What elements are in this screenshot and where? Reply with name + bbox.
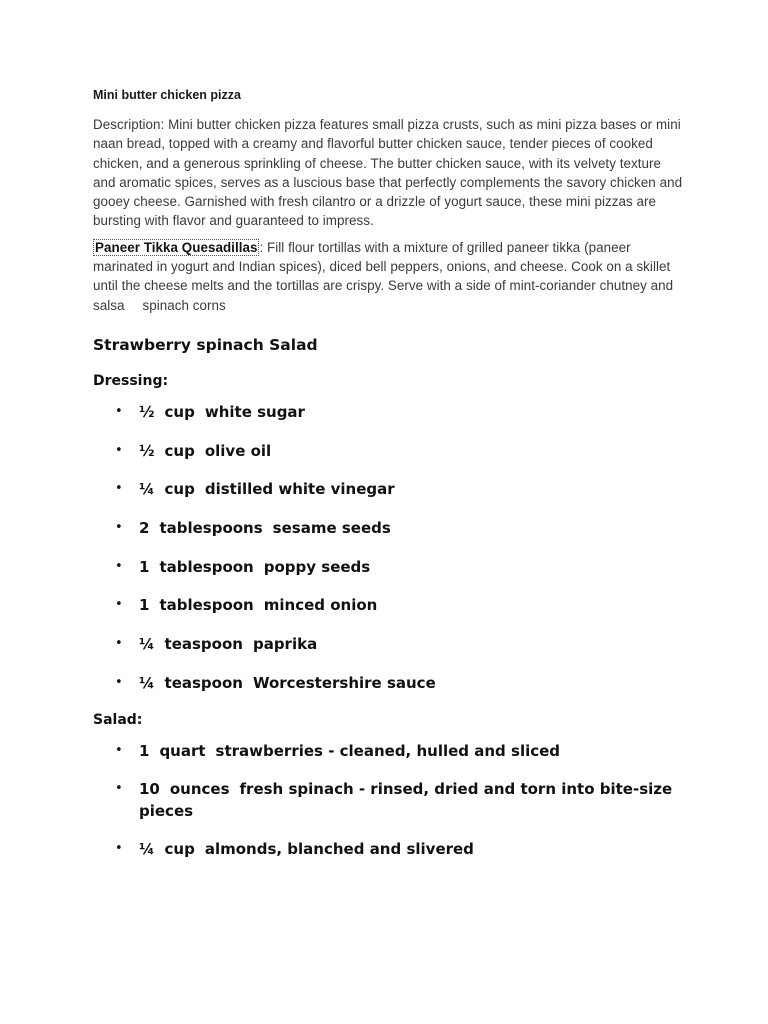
salad-title: Strawberry spinach Salad [93,335,318,354]
list-item: • 2 tablespoons sesame seeds [115,519,391,538]
list-item: • ¼ cup almonds, blanched and slivered [115,840,474,859]
dressing-list [93,401,683,694]
list-item: • ¼ teaspoon paprika [115,635,318,654]
bullet-icon: • [115,597,123,613]
bullet-icon: • [115,520,123,536]
quesadillas-paragraph [93,238,683,315]
bullet-icon: • [115,781,123,797]
document-page [93,86,683,876]
pizza-title: Mini butter chicken pizza [93,88,241,102]
bullet-icon: • [115,481,123,497]
bullet-icon: • [115,403,123,419]
list-item: • 10 ounces fresh spinach - rinsed, dried and torn into bite-size pieces [115,780,673,821]
salad-label: Salad: [93,712,143,729]
list-item: • ½ cup white sugar [115,402,305,421]
dressing-label: Dressing: [93,372,169,389]
pizza-description: Description: Mini butter chicken pizza features small pizza crusts, such as mini pizza bases or mini naan bread, topped with a creamy and flavorful butter chicken sauce, tender pieces of cooked chicken, and a generous sprinkling of cheese. The butter chicken sauce, with its velvety texture and aromatic spices, serves as a luscious base that perfectly complements the savory chicken and gooey cheese. Garnished with fresh cilantro or a drizzle of yogurt sauce, these mini pizzas are bursting with flavor and guaranteed to impress. [93,117,683,229]
bullet-icon: • [115,636,123,652]
list-item: • ¼ cup distilled white vinegar [115,480,395,499]
bullet-icon: • [115,743,123,759]
list-item: • ¼ teaspoon Worcestershire sauce [115,673,436,692]
bullet-icon: • [115,674,123,690]
list-item: • 1 tablespoon minced onion [115,596,378,615]
bullet-icon: • [115,442,123,458]
list-item: • 1 quart strawberries - cleaned, hulled and sliced [115,742,561,761]
list-item: • 1 tablespoon poppy seeds [115,557,371,576]
quesadillas-trailing: spinach corns [142,297,226,313]
quesadillas-term[interactable]: Paneer Tikka Quesadillas [95,239,258,255]
salad-list [93,740,683,860]
bullet-icon: • [115,841,123,857]
bullet-icon: • [115,558,123,574]
list-item: • ½ cup olive oil [115,441,272,460]
quesadillas-body: : Fill flour tortillas with a mixture of grilled paneer tikka (paneer marinated in yogurt and Indian spices), diced bell peppers, onions, and cheese. Cook on a skillet until the cheese melts and the tortillas are crispy. Serve with a side of mint-coriander chutney and salsa [93,239,674,313]
